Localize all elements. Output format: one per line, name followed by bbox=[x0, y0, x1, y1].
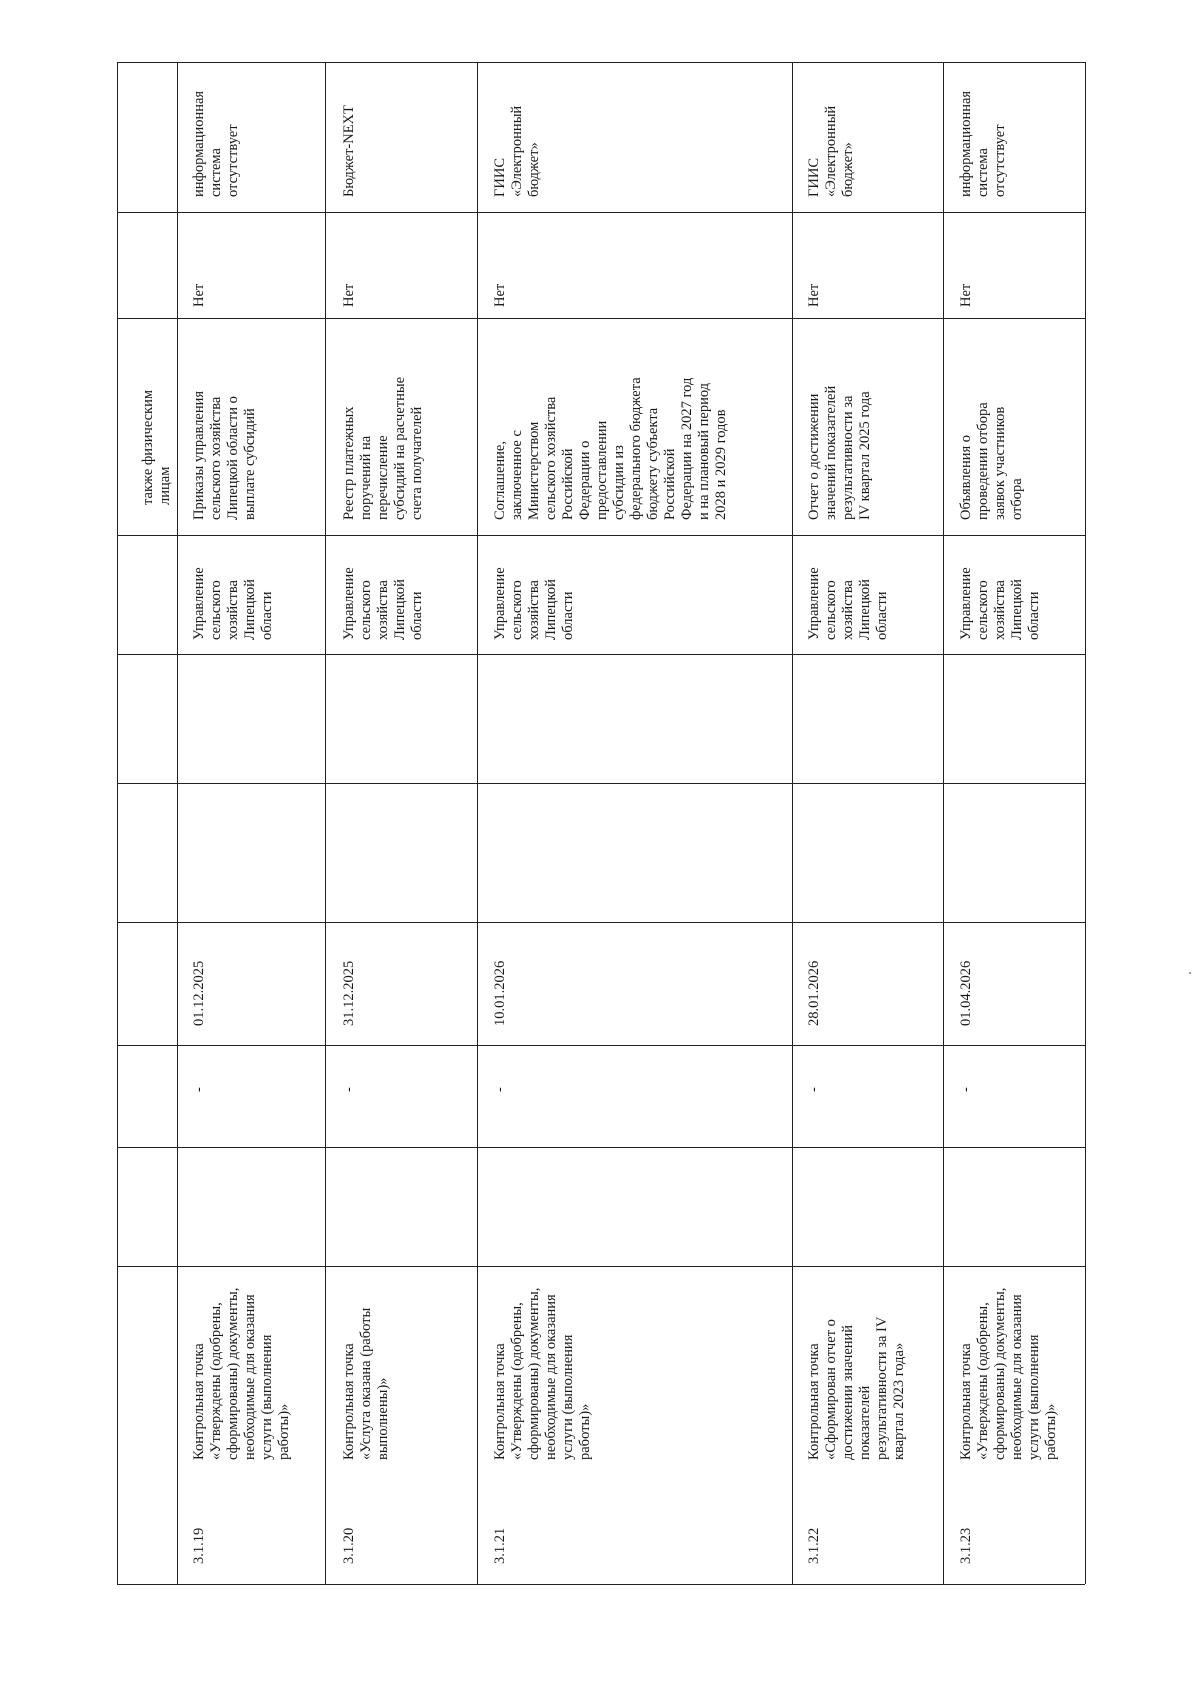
flag-value: Нет bbox=[492, 283, 508, 307]
responsible-org: Управление сельского хозяйства Липецкой области bbox=[806, 567, 890, 640]
grid-line-h5 bbox=[117, 783, 1085, 784]
document-description: Объявления о проведении отбора заявок участников отбора bbox=[958, 402, 1025, 520]
date-value: 10.01.2026 bbox=[492, 960, 508, 1026]
row-number: 3.1.22 bbox=[806, 1527, 822, 1564]
control-point-name: Контрольная точка «Услуга оказана (работы выполнены)» bbox=[341, 1307, 391, 1460]
grid-line-row-1 bbox=[325, 62, 326, 1584]
document-description: Приказы управления сельского хозяйства Липецкой области о выплате субсидий bbox=[191, 390, 258, 520]
row-number: 3.1.20 bbox=[341, 1527, 357, 1564]
row-number: 3.1.23 bbox=[958, 1527, 974, 1564]
table-border-right bbox=[1085, 62, 1086, 1584]
dash-value: - bbox=[341, 1087, 357, 1092]
control-point-name: Контрольная точка «Утверждены (одобрены, сформированы) документы, необходимые для оказания услуги (выполнения работы)» bbox=[958, 1287, 1059, 1460]
date-value: 31.12.2025 bbox=[341, 960, 357, 1026]
responsible-org: Управление сельского хозяйства Липецкой области bbox=[958, 567, 1042, 640]
information-system: информационная система отсутствует bbox=[958, 90, 1008, 197]
responsible-org: Управление сельского хозяйства Липецкой области bbox=[341, 567, 425, 640]
dash-value: - bbox=[958, 1087, 974, 1092]
grid-line-header bbox=[177, 62, 178, 1584]
flag-value: Нет bbox=[806, 283, 822, 307]
responsible-org: Управление сельского хозяйства Липецкой области bbox=[191, 567, 275, 640]
information-system: информационная система отсутствует bbox=[191, 90, 241, 197]
control-point-name: Контрольная точка «Сформирован отчет о достижении значений показателей результативности за IV квартал 2023 года» bbox=[806, 1316, 907, 1460]
grid-line-h1 bbox=[117, 212, 1085, 213]
dash-value: - bbox=[191, 1087, 207, 1092]
grid-line-h8 bbox=[117, 1147, 1085, 1148]
document-description: Реестр платежных поручений на перечисление субсидий на расчетные счета получателей bbox=[341, 376, 425, 520]
grid-line-h6 bbox=[117, 922, 1085, 923]
document-description: Соглашение, заключенное с Министерством сельского хозяйства Российской Федерации о предоставлении субсидии из федерального бюджета бюджету субъекта Российской Федерации на 2027 год и на плановый период 2028 и 2029 годов bbox=[492, 377, 729, 520]
control-point-name: Контрольная точка «Утверждены (одобрены, сформированы) документы, необходимые для оказания услуги (выполнения работы)» bbox=[492, 1287, 593, 1460]
information-system: ГИИС «Электронный бюджет» bbox=[806, 105, 856, 197]
table-border-bottom bbox=[117, 1584, 1085, 1585]
row-number: 3.1.21 bbox=[492, 1527, 508, 1564]
responsible-org: Управление сельского хозяйства Липецкой области bbox=[492, 567, 576, 640]
grid-line-row-4 bbox=[943, 62, 944, 1584]
row-number: 3.1.19 bbox=[191, 1527, 207, 1564]
grid-line-h7 bbox=[117, 1045, 1085, 1046]
document-description: Отчет о достижении значений показателей результативности за IV квартал 2025 года bbox=[806, 385, 873, 520]
dash-value: - bbox=[492, 1087, 508, 1092]
grid-line-row-3 bbox=[792, 62, 793, 1584]
information-system: Бюджет-NEXT bbox=[341, 105, 357, 197]
flag-value: Нет bbox=[341, 283, 357, 307]
table-border-top bbox=[117, 62, 1085, 63]
flag-value: Нет bbox=[191, 283, 207, 307]
grid-line-row-2 bbox=[477, 62, 478, 1584]
information-system: ГИИС «Электронный бюджет» bbox=[492, 105, 542, 197]
scan-speck bbox=[1189, 972, 1191, 974]
header-reporting-tail: также физическим лицам bbox=[140, 389, 173, 505]
grid-line-h4 bbox=[117, 654, 1085, 655]
dash-value: - bbox=[806, 1087, 822, 1092]
date-value: 28.01.2026 bbox=[806, 960, 822, 1026]
table-border-left bbox=[117, 62, 118, 1584]
flag-value: Нет bbox=[958, 283, 974, 307]
date-value: 01.04.2026 bbox=[958, 960, 974, 1026]
control-point-name: Контрольная точка «Утверждены (одобрены, сформированы) документы, необходимые для оказания услуги (выполнения работы)» bbox=[191, 1287, 292, 1460]
date-value: 01.12.2025 bbox=[191, 960, 207, 1026]
